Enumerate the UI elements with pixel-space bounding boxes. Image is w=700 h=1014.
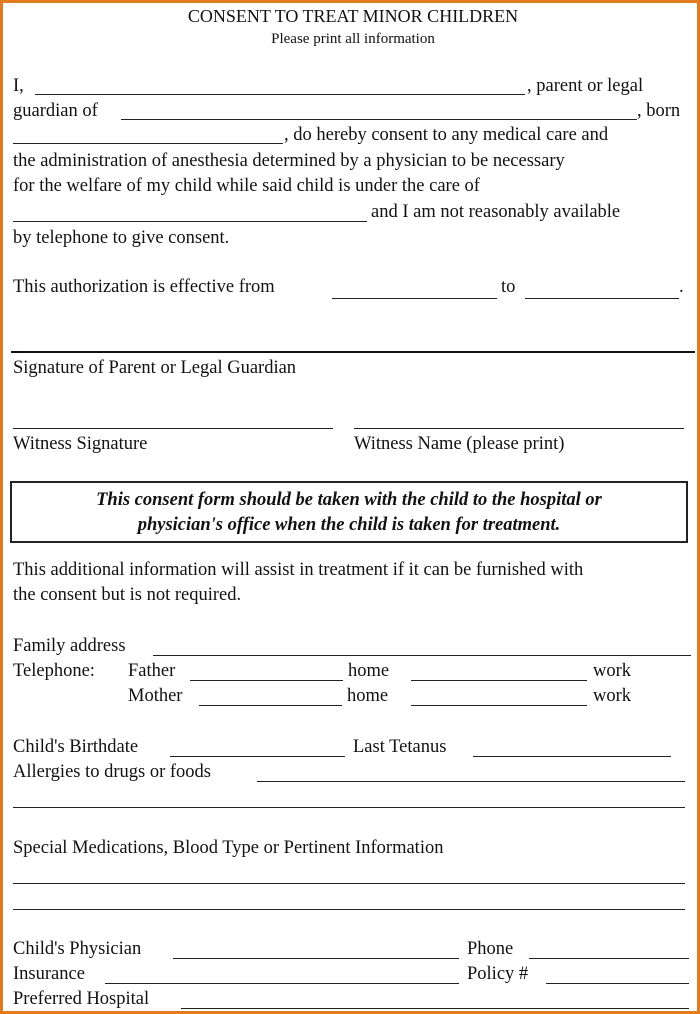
- child-name-field[interactable]: [121, 119, 637, 120]
- witness-signature-line[interactable]: [13, 428, 333, 429]
- birthdate-label: Child's Birthdate: [13, 737, 139, 757]
- last-tetanus-field[interactable]: [473, 756, 671, 757]
- insurance-label: Insurance: [13, 964, 85, 984]
- parent-name-field[interactable]: [35, 94, 525, 95]
- parent-or-legal-text: , parent or legal: [527, 76, 644, 96]
- consent-line-7: by telephone to give consent.: [13, 228, 230, 248]
- phone-label: Phone: [467, 939, 514, 959]
- special-medications-label: Special Medications, Blood Type or Pertinent Information: [13, 838, 444, 858]
- father-work-label: work: [593, 661, 632, 681]
- consent-text: , do hereby consent to any medical care and: [284, 125, 609, 145]
- consent-line-6: and I am not reasonably available: [371, 202, 621, 222]
- preferred-hospital-label: Preferred Hospital: [13, 989, 150, 1009]
- father-work-field[interactable]: [411, 680, 587, 681]
- notice-line-1: This consent form should be taken with the child to the hospital or: [96, 490, 602, 510]
- i-label: I,: [13, 76, 24, 96]
- birthdate-field[interactable]: [170, 756, 345, 757]
- special-medications-field-1[interactable]: [13, 883, 685, 884]
- physician-field[interactable]: [173, 958, 459, 959]
- insurance-field[interactable]: [105, 983, 459, 984]
- mother-work-label: work: [593, 686, 632, 706]
- phone-field[interactable]: [529, 958, 689, 959]
- policy-field[interactable]: [546, 983, 689, 984]
- parent-signature-line[interactable]: [11, 351, 695, 353]
- family-address-label: Family address: [13, 636, 126, 656]
- form-title: CONSENT TO TREAT MINOR CHILDREN: [187, 6, 519, 26]
- witness-name-label: Witness Name (please print): [354, 434, 565, 454]
- father-home-field[interactable]: [190, 680, 343, 681]
- family-address-field[interactable]: [153, 655, 691, 656]
- consent-line-4: the administration of anesthesia determined by a physician to be necessary: [13, 151, 565, 171]
- notice-line-2: physician's office when the child is taken for treatment.: [137, 515, 561, 535]
- telephone-label: Telephone:: [13, 661, 95, 681]
- additional-info-line-2: the consent but is not required.: [13, 585, 242, 605]
- mother-work-field[interactable]: [411, 705, 587, 706]
- physician-label: Child's Physician: [13, 939, 142, 959]
- born-text: , born: [637, 101, 681, 121]
- authorization-to-label: to: [501, 277, 516, 297]
- father-home-label: home: [348, 661, 390, 681]
- additional-info-line-1: This additional information will assist in treatment if it can be furnished with: [13, 560, 584, 580]
- mother-home-label: home: [347, 686, 389, 706]
- allergies-field[interactable]: [257, 781, 685, 782]
- authorization-label: This authorization is effective from: [13, 277, 275, 297]
- notice-box: [10, 481, 688, 543]
- special-medications-field-2[interactable]: [13, 909, 685, 910]
- authorization-period: .: [679, 277, 684, 297]
- mother-home-field[interactable]: [199, 705, 342, 706]
- witness-signature-label: Witness Signature: [13, 434, 148, 454]
- parent-signature-label: Signature of Parent or Legal Guardian: [13, 358, 297, 378]
- child-born-date-field[interactable]: [13, 143, 283, 144]
- guardian-of-label: guardian of: [13, 101, 98, 121]
- witness-name-line[interactable]: [354, 428, 684, 429]
- consent-line-5: for the welfare of my child while said child is under the care of: [13, 176, 480, 196]
- form-subtitle: Please print all information: [271, 31, 435, 47]
- last-tetanus-label: Last Tetanus: [353, 737, 447, 757]
- preferred-hospital-field[interactable]: [181, 1008, 689, 1009]
- father-label: Father: [128, 661, 176, 681]
- mother-label: Mother: [128, 686, 183, 706]
- policy-label: Policy #: [467, 964, 529, 984]
- allergies-field-continued[interactable]: [13, 807, 685, 808]
- authorization-to-field[interactable]: [525, 298, 679, 299]
- allergies-label: Allergies to drugs or foods: [13, 762, 211, 782]
- caretaker-name-field[interactable]: [13, 221, 367, 222]
- authorization-from-field[interactable]: [332, 298, 497, 299]
